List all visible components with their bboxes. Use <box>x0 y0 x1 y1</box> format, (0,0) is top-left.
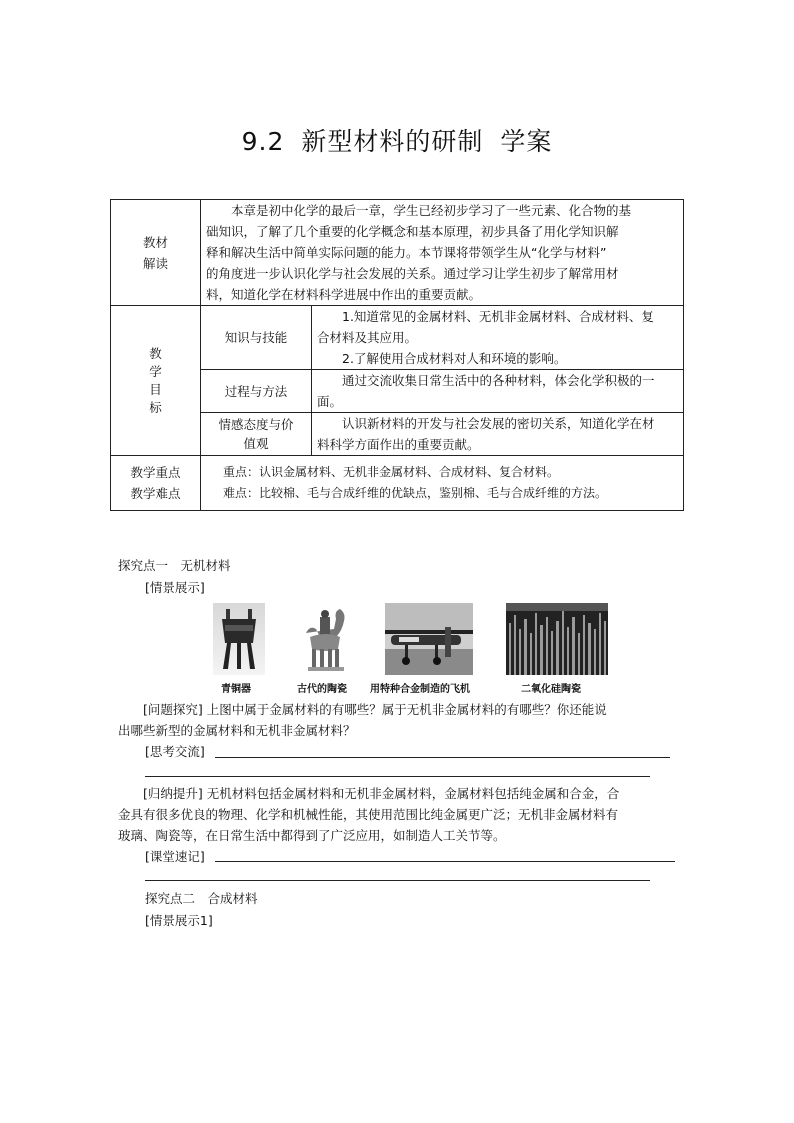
page-title <box>0 122 794 158</box>
section2-heading: 探究点二 合成材料 <box>145 891 258 906</box>
goals-label: 教 学 目 标 <box>111 306 201 456</box>
lesson-info-table <box>110 199 684 511</box>
ancient-ceramic-image <box>298 603 354 675</box>
notes-line-2[interactable] <box>145 880 650 881</box>
notes-label: [课堂速记] <box>145 849 205 864</box>
caption-aircraft: 用特种合金制造的飞机 <box>370 684 470 695</box>
emotion-label: 情感态度与价 值观 <box>201 413 312 456</box>
question-paragraph: [问题探究] 上图中属于金属材料的有哪些？属于无机非金属材料的有哪些？你还能说 出哪些新型的金属材料和无机非金属材料？ <box>118 702 607 738</box>
title-text: 新型材料的研制 <box>301 127 484 156</box>
question-label: [问题探究] <box>143 702 203 717</box>
caption-ceramic: 古代的陶瓷 <box>297 684 347 695</box>
knowledge-label: 知识与技能 <box>201 306 312 370</box>
notes-line[interactable] <box>215 861 675 862</box>
knowledge-text: 1.知道常见的金属材料、无机非金属材料、合成材料、复 合材料及其应用。 2.了解使用合成材料对人和环境的影响。 <box>312 306 684 370</box>
think-answer-line-2[interactable] <box>145 776 650 777</box>
section2-scene-label: [情景展示1] <box>145 913 213 928</box>
think-answer-line[interactable] <box>215 757 670 758</box>
summary-label: [归纳提升] <box>143 786 203 801</box>
process-label: 过程与方法 <box>201 370 312 413</box>
title-number: 9.2 <box>241 127 285 156</box>
caption-silica: 二氧化硅陶瓷 <box>521 684 581 695</box>
caption-bronze: 青铜器 <box>221 684 251 695</box>
bronze-vessel-image <box>213 603 265 675</box>
process-text: 通过交流收集日常生活中的各种材料，体会化学积极的一 面。 <box>312 370 684 413</box>
textbook-text: 本章是初中化学的最后一章，学生已经初步学习了一些元素、化合物的基 础知识，了解了几个重要的化学概念和基本原理，初步具备了用化学知识解 释和解决生活中简单实际问题的能力。本节课将带领学生从“化学与材料” 的角度进一步认识化学与社会发展的关系。通过学习让学生初步了解常用材 料，知道化学在材料科学进展中作出的重要贡献。 <box>201 200 684 306</box>
key-difficulty-label: 教学重点 教学难点 <box>111 456 201 511</box>
key-difficulty-text: 重点：认识金属材料、无机非金属材料、合成材料、复合材料。 难点：比较棉、毛与合成纤维的优缺点，鉴别棉、毛与合成纤维的方法。 <box>201 456 684 511</box>
textbook-label: 教材 解读 <box>111 200 201 306</box>
think-label: [思考交流] <box>145 744 205 759</box>
summary-paragraph: [归纳提升] 无机材料包括金属材料和无机非金属材料，金属材料包括纯金属和合金，合 金具有很多优良的物理、化学和机械性能，其使用范围比纯金属更广泛；无机非金属材料有 玻璃、陶瓷等，在日常生活中都得到了广泛应用，如制造人工关节等。 <box>118 786 620 843</box>
emotion-text: 认识新材料的开发与社会发展的密切关系，知道化学在材 料科学方面作出的重要贡献。 <box>312 413 684 456</box>
section1-scene-label: [情景展示] <box>145 580 205 595</box>
title-suffix: 学案 <box>500 127 553 156</box>
section1-heading: 探究点一 无机材料 <box>118 558 231 573</box>
alloy-aircraft-image <box>385 603 473 675</box>
silica-ceramic-image <box>506 603 608 675</box>
